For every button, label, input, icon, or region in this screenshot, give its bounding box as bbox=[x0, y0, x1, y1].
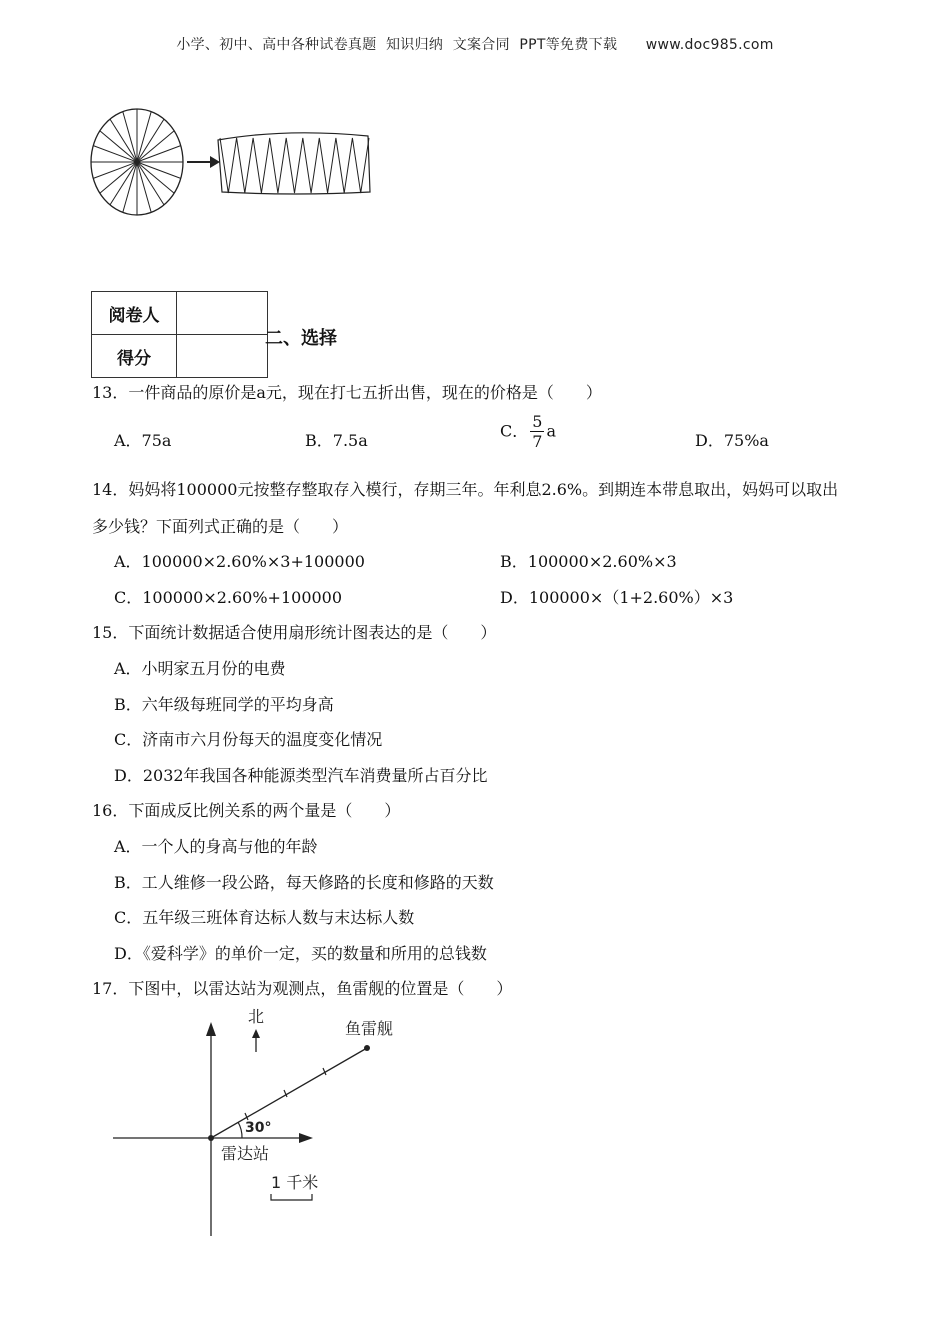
sector-line bbox=[100, 162, 137, 193]
question-17-stem: 17．下图中，以雷达站为观测点，鱼雷舰的位置是（ ） bbox=[92, 979, 513, 998]
q15-option-a: A．小明家五月份的电费 bbox=[114, 659, 286, 678]
radar-figure bbox=[105, 1000, 425, 1245]
q16-option-a: A．一个人的身高与他的年龄 bbox=[114, 837, 318, 856]
q15-option-d: D．2032年我国各种能源类型汽车消费量所占百分比 bbox=[114, 766, 488, 785]
scale-ticks bbox=[245, 1068, 326, 1120]
q14-option-d: D．100000×（1+2.60%）×3 bbox=[500, 588, 734, 607]
score-cell bbox=[177, 335, 268, 378]
reviewer-label: 阅卷人 bbox=[92, 292, 177, 335]
sector-line bbox=[93, 162, 137, 178]
sector-line bbox=[137, 162, 181, 178]
question-15-stem: 15．下面统计数据适合使用扇形统计图表达的是（ ） bbox=[92, 623, 497, 642]
scale-label: 1 千米 bbox=[271, 1173, 319, 1192]
sector-line bbox=[93, 146, 137, 162]
q15-option-b: B．六年级每班同学的平均身高 bbox=[114, 695, 334, 714]
reviewer-cell bbox=[177, 292, 268, 335]
sector-line bbox=[137, 112, 151, 162]
fraction-denominator: 7 bbox=[532, 432, 543, 451]
sector-circle bbox=[91, 109, 183, 215]
q16-option-b: B．工人维修一段公路，每天修路的长度和修路的天数 bbox=[114, 873, 494, 892]
q16-option-c: C．五年级三班体育达标人数与末达标人数 bbox=[114, 908, 415, 927]
angle-label: 30° bbox=[245, 1120, 272, 1136]
q13-option-a: A．75a bbox=[114, 431, 172, 450]
fraction-numerator: 5 bbox=[532, 412, 543, 431]
sector-line bbox=[137, 162, 164, 205]
q14-option-b: B．100000×2.60%×3 bbox=[500, 552, 677, 571]
origin-label: 雷达站 bbox=[221, 1144, 270, 1163]
sector-line bbox=[137, 146, 181, 162]
target-label: 鱼雷舰 bbox=[345, 1019, 394, 1038]
question-13-stem: 13．一件商品的原价是a元，现在打七五折出售，现在的价格是（ ） bbox=[92, 383, 602, 402]
q16-option-d: D．《爱科学》的单价一定，买的数量和所用的总钱数 bbox=[114, 944, 487, 963]
score-table bbox=[91, 291, 268, 378]
arrow-icon bbox=[187, 156, 220, 168]
bearing-line bbox=[211, 1048, 367, 1138]
q13-option-c-suffix: a bbox=[546, 421, 556, 441]
question-14-stem: 14．妈妈将100000元按整存整取存入模行，存期三年。年利息2.6%。到期连本带息取出，妈妈可以取出 bbox=[92, 480, 839, 499]
sector-line bbox=[137, 162, 174, 193]
q13-option-d: D．75%a bbox=[695, 431, 769, 450]
page-header: 小学、初中、高中各种试卷真题 知识归纳 文案合同 PPT等免费下载 www.doc985.com bbox=[176, 37, 774, 53]
sector-line bbox=[123, 112, 137, 162]
angle-arc bbox=[238, 1122, 242, 1138]
circle-rearrange-figure bbox=[86, 108, 376, 220]
north-label: 北 bbox=[248, 1007, 265, 1026]
sector-line bbox=[137, 162, 151, 212]
scale-bar bbox=[271, 1194, 312, 1200]
question-16-stem: 16．下面成反比例关系的两个量是（ ） bbox=[92, 801, 401, 820]
score-label: 得分 bbox=[92, 335, 177, 378]
north-arrowhead-icon bbox=[252, 1029, 260, 1038]
zigzag-sectors bbox=[220, 138, 369, 193]
vertical-axis-arrow-icon bbox=[206, 1022, 216, 1036]
q14-option-c: C．100000×2.60%+100000 bbox=[114, 588, 343, 607]
origin-point bbox=[208, 1135, 214, 1141]
fraction bbox=[530, 414, 544, 450]
horizontal-axis-arrow-icon bbox=[299, 1133, 313, 1143]
sector-line bbox=[137, 119, 164, 162]
q13-option-c bbox=[500, 414, 556, 450]
target-point bbox=[364, 1045, 370, 1051]
question-14-stem-line2: 多少钱？下面列式正确的是（ ） bbox=[92, 517, 349, 536]
sector-line bbox=[110, 162, 137, 205]
sector-line bbox=[123, 162, 137, 212]
q15-option-c: C．济南市六月份每天的温度变化情况 bbox=[114, 730, 383, 749]
sector-line bbox=[100, 131, 137, 162]
q13-option-b: B．7.5a bbox=[305, 431, 368, 450]
q13-option-c-prefix: C． bbox=[500, 421, 529, 441]
sector-line bbox=[137, 131, 174, 162]
section-title: 二、选择 bbox=[265, 328, 337, 349]
parallelogram-strip bbox=[218, 133, 370, 194]
sector-line bbox=[110, 119, 137, 162]
q14-option-a: A．100000×2.60%×3+100000 bbox=[114, 552, 365, 571]
